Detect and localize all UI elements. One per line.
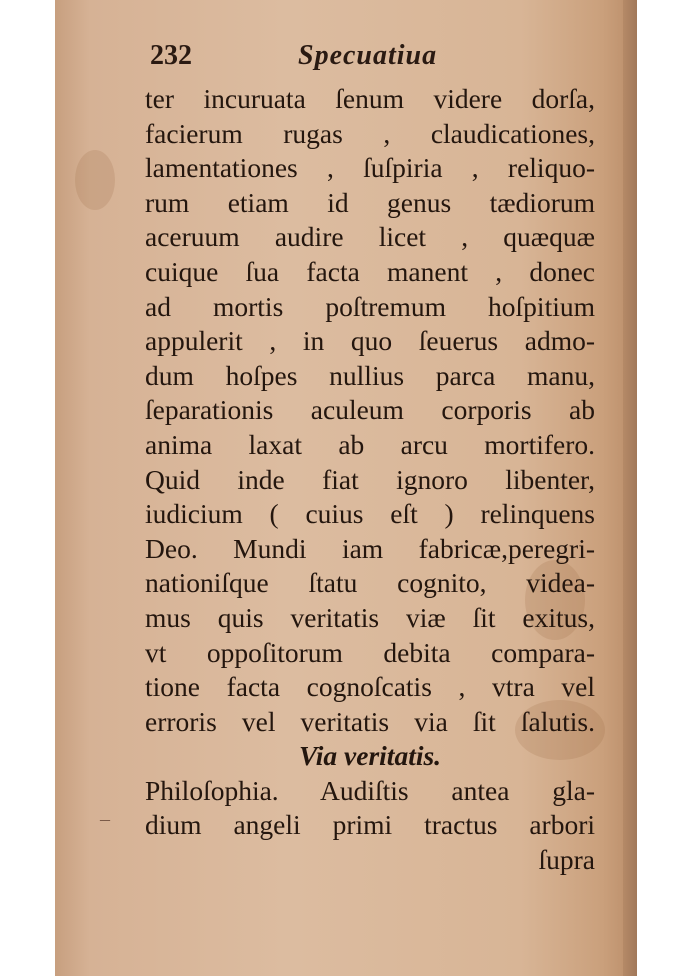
catchword: ſupra bbox=[538, 844, 595, 876]
page-edge bbox=[623, 0, 637, 976]
section-heading: Via veritatis. bbox=[298, 740, 442, 772]
text-line: nationiſque ſtatu cognito, videa- bbox=[145, 567, 595, 599]
pencil-mark: – bbox=[100, 808, 110, 830]
page-header bbox=[150, 40, 620, 80]
text-line: ter incuruata ſenum videre dorſa, bbox=[145, 83, 595, 114]
foxing-stain bbox=[75, 150, 115, 210]
text-line: ad mortis poſtremum hoſpitium bbox=[145, 290, 595, 322]
text-line: tione facta cognoſcatis , vtra vel bbox=[145, 671, 595, 703]
text-line: erroris vel veritatis via ſit ſalutis. bbox=[145, 705, 595, 737]
text-line: rum etiam id genus tædiorum bbox=[145, 186, 595, 218]
text-line: Philoſophia. Audiſtis antea gla- bbox=[145, 774, 595, 806]
text-line: aceruum audire licet , quæquæ bbox=[145, 221, 595, 253]
text-line: ſeparationis aculeum corporis ab bbox=[145, 394, 595, 426]
text-line: iudicium ( cuius eſt ) relinquens bbox=[145, 498, 595, 530]
text-line: mus quis veritatis viæ ſit exitus, bbox=[145, 601, 595, 633]
running-head: Specuatiua bbox=[298, 40, 438, 71]
text-line: vt oppoſitorum debita compara- bbox=[145, 636, 595, 668]
text-line: Deo. Mundi iam fabricæ,peregri- bbox=[145, 532, 595, 564]
text-line: Quid inde fiat ignoro libenter, bbox=[145, 463, 595, 495]
text-line: dum hoſpes nullius parca manu, bbox=[145, 359, 595, 391]
text-line: appulerit , in quo ſeuerus admo- bbox=[145, 325, 595, 357]
text-line: anima laxat ab arcu mortifero. bbox=[145, 428, 595, 460]
page-number: 232 bbox=[150, 40, 192, 71]
text-line: facierum rugas , claudicationes, bbox=[145, 117, 595, 149]
text-line: cuique ſua facta manent , donec bbox=[145, 255, 595, 287]
body-text bbox=[145, 82, 595, 878]
text-line: dium angeli primi tractus arbori bbox=[145, 809, 595, 841]
text-line: lamentationes , ſuſpiria , reliquo- bbox=[145, 152, 595, 184]
